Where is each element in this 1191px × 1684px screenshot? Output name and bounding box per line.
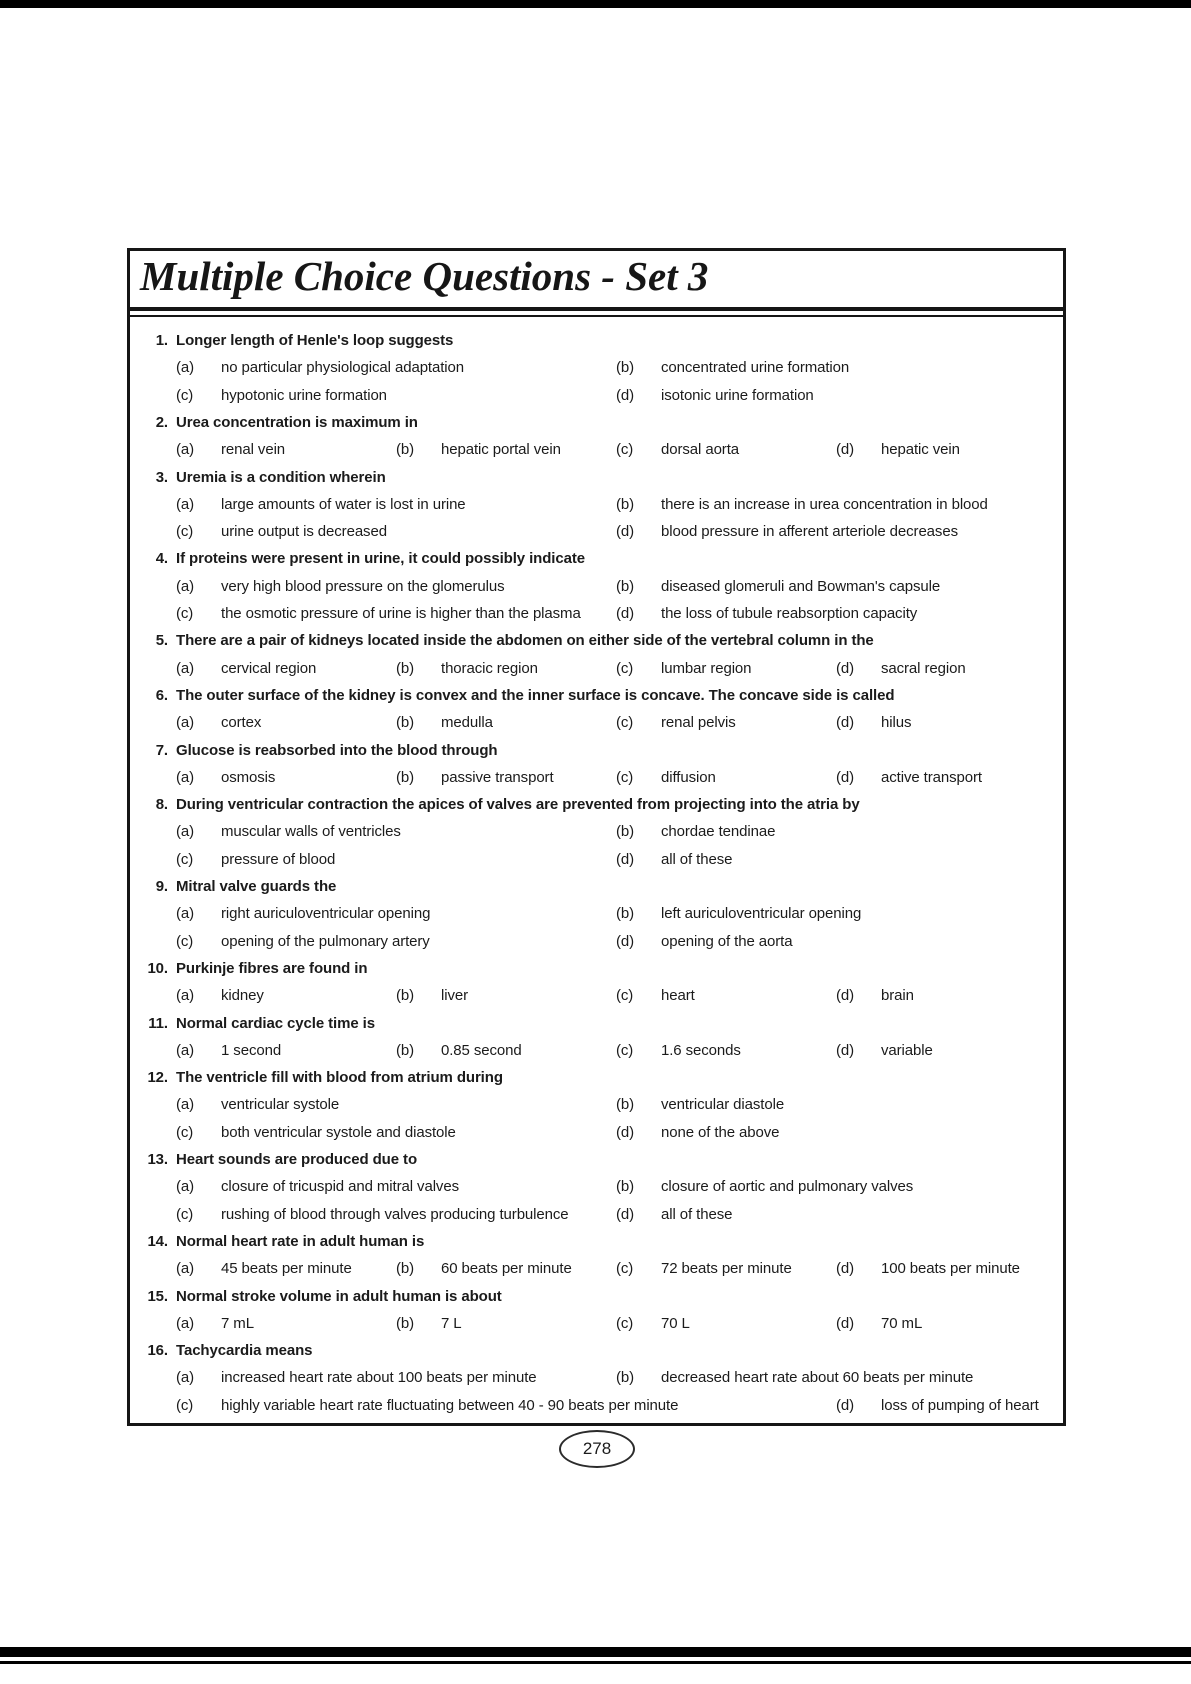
question-text: Urea concentration is maximum in <box>176 414 418 431</box>
option-text: 70 L <box>661 1315 690 1332</box>
question-row <box>130 382 1063 409</box>
option-text: 60 beats per minute <box>441 1260 572 1277</box>
option-letter: (b) <box>616 578 635 595</box>
option-letter: (b) <box>616 496 635 513</box>
option-letter: (c) <box>176 1206 194 1223</box>
option-text: both ventricular systole and diastole <box>221 1124 456 1141</box>
option-text: chordae tendinae <box>661 823 776 840</box>
option-letter: (c) <box>176 933 194 950</box>
option-text: concentrated urine formation <box>661 359 850 376</box>
question-row <box>130 818 1063 845</box>
page-number-badge <box>559 1430 635 1468</box>
option-letter: (d) <box>616 605 635 622</box>
option-letter: (c) <box>616 714 634 731</box>
title-divider-thin <box>130 315 1063 317</box>
option-text: cervical region <box>221 660 317 677</box>
question-number: 2. <box>155 414 168 431</box>
question-row <box>130 354 1063 381</box>
option-letter: (b) <box>616 1369 635 1386</box>
question-row <box>130 1173 1063 1200</box>
question-row <box>130 737 1063 764</box>
question-row <box>130 464 1063 491</box>
option-text: cortex <box>221 714 262 731</box>
question-text: Normal stroke volume in adult human is about <box>176 1288 502 1305</box>
question-number: 15. <box>147 1288 168 1305</box>
option-letter: (b) <box>616 905 635 922</box>
option-text: hilus <box>881 714 912 731</box>
option-text: diffusion <box>661 769 716 786</box>
question-text: If proteins were present in urine, it could possibly indicate <box>176 550 585 567</box>
option-text: pressure of blood <box>221 851 336 868</box>
option-text: very high blood pressure on the glomerulus <box>221 578 505 595</box>
option-text: brain <box>881 987 914 1004</box>
option-text: decreased heart rate about 60 beats per minute <box>661 1369 974 1386</box>
question-row <box>130 1337 1063 1364</box>
option-text: urine output is decreased <box>221 523 387 540</box>
option-letter: (c) <box>176 1124 194 1141</box>
question-text: Normal cardiac cycle time is <box>176 1015 375 1032</box>
option-text: 100 beats per minute <box>881 1260 1020 1277</box>
option-letter: (c) <box>176 851 194 868</box>
option-letter: (c) <box>616 1042 634 1059</box>
question-row <box>130 1091 1063 1118</box>
question-text: Glucose is reabsorbed into the blood through <box>176 742 498 759</box>
option-letter: (d) <box>616 1124 635 1141</box>
question-row <box>130 928 1063 955</box>
option-letter: (c) <box>616 441 634 458</box>
option-text: increased heart rate about 100 beats per minute <box>221 1369 537 1386</box>
option-text: there is an increase in urea concentration in blood <box>661 496 988 513</box>
option-text: kidney <box>221 987 264 1004</box>
option-letter: (a) <box>176 441 195 458</box>
option-text: none of the above <box>661 1124 780 1141</box>
question-number: 11. <box>148 1015 168 1032</box>
option-text: blood pressure in afferent arteriole decreases <box>661 523 958 540</box>
questions-list <box>130 327 1063 1423</box>
question-row <box>130 627 1063 654</box>
question-row <box>130 436 1063 463</box>
option-text: closure of aortic and pulmonary valves <box>661 1178 914 1195</box>
option-letter: (a) <box>176 660 195 677</box>
option-text: hepatic portal vein <box>441 441 561 458</box>
question-text: The outer surface of the kidney is convex and the inner surface is concave. The concave side is called <box>176 687 895 704</box>
question-row <box>130 1392 1063 1419</box>
option-text: active transport <box>881 769 982 786</box>
option-letter: (b) <box>396 769 415 786</box>
option-letter: (b) <box>396 987 415 1004</box>
option-text: ventricular systole <box>221 1096 340 1113</box>
option-text: opening of the aorta <box>661 933 793 950</box>
option-letter: (a) <box>176 714 195 731</box>
option-letter: (b) <box>396 1260 415 1277</box>
question-number: 16. <box>147 1342 168 1359</box>
option-letter: (c) <box>616 660 634 677</box>
option-text: lumbar region <box>661 660 752 677</box>
option-text: closure of tricuspid and mitral valves <box>221 1178 459 1195</box>
option-letter: (c) <box>616 987 634 1004</box>
option-letter: (d) <box>836 1397 855 1414</box>
top-page-rule <box>0 0 1191 8</box>
question-row <box>130 1201 1063 1228</box>
option-text: rushing of blood through valves producing turbulence <box>221 1206 569 1223</box>
option-letter: (a) <box>176 496 195 513</box>
question-row <box>130 491 1063 518</box>
option-letter: (d) <box>616 1206 635 1223</box>
option-letter: (d) <box>836 1260 855 1277</box>
option-letter: (c) <box>616 769 634 786</box>
option-text: 7 mL <box>221 1315 254 1332</box>
question-number: 6. <box>155 687 168 704</box>
option-text: all of these <box>661 851 733 868</box>
question-number: 13. <box>147 1151 168 1168</box>
option-letter: (b) <box>616 1178 635 1195</box>
option-text: muscular walls of ventricles <box>221 823 401 840</box>
question-row <box>130 1310 1063 1337</box>
option-text: sacral region <box>881 660 966 677</box>
question-row <box>130 764 1063 791</box>
question-row <box>130 600 1063 627</box>
option-text: left auriculoventricular opening <box>661 905 862 922</box>
question-number: 14. <box>147 1233 168 1250</box>
option-text: hypotonic urine formation <box>221 387 387 404</box>
question-text: Purkinje fibres are found in <box>176 960 368 977</box>
question-row <box>130 1064 1063 1091</box>
option-text: passive transport <box>441 769 554 786</box>
option-letter: (a) <box>176 359 195 376</box>
option-text: 1 second <box>221 1042 282 1059</box>
option-letter: (b) <box>616 1096 635 1113</box>
question-text: Tachycardia means <box>176 1342 313 1359</box>
option-letter: (b) <box>396 1315 415 1332</box>
option-letter: (d) <box>836 660 855 677</box>
option-letter: (c) <box>176 605 194 622</box>
question-text: The ventricle fill with blood from atrium during <box>176 1069 503 1086</box>
question-row <box>130 1364 1063 1391</box>
question-text: Normal heart rate in adult human is <box>176 1233 425 1250</box>
question-row <box>130 518 1063 545</box>
option-text: loss of pumping of heart <box>881 1397 1039 1414</box>
question-row <box>130 327 1063 354</box>
option-letter: (a) <box>176 1178 195 1195</box>
question-text: Heart sounds are produced due to <box>176 1151 418 1168</box>
question-row <box>130 1119 1063 1146</box>
option-letter: (c) <box>616 1315 634 1332</box>
question-number: 4. <box>155 550 168 567</box>
question-row <box>130 1010 1063 1037</box>
option-text: right auriculoventricular opening <box>221 905 431 922</box>
option-letter: (a) <box>176 1369 195 1386</box>
option-letter: (d) <box>836 1042 855 1059</box>
page-number: 278 <box>582 1439 612 1458</box>
option-letter: (d) <box>836 987 855 1004</box>
option-text: no particular physiological adaptation <box>221 359 465 376</box>
page-title: Multiple Choice Questions - Set 3 <box>140 253 709 299</box>
question-number: 8. <box>155 796 168 813</box>
question-row <box>130 1228 1063 1255</box>
option-letter: (a) <box>176 1042 195 1059</box>
option-letter: (d) <box>836 1315 855 1332</box>
question-row <box>130 955 1063 982</box>
question-row <box>130 1283 1063 1310</box>
option-text: diseased glomeruli and Bowman's capsule <box>661 578 941 595</box>
bottom-page-rule-thin <box>0 1661 1191 1664</box>
option-letter: (d) <box>616 933 635 950</box>
option-text: 1.6 seconds <box>661 1042 741 1059</box>
option-text: 72 beats per minute <box>661 1260 792 1277</box>
option-letter: (d) <box>616 851 635 868</box>
option-letter: (d) <box>836 769 855 786</box>
question-row <box>130 409 1063 436</box>
option-text: liver <box>441 987 469 1004</box>
question-row <box>130 791 1063 818</box>
option-text: 45 beats per minute <box>221 1260 352 1277</box>
option-letter: (d) <box>836 714 855 731</box>
option-text: thoracic region <box>441 660 538 677</box>
question-number: 1. <box>155 332 168 349</box>
question-row <box>130 1037 1063 1064</box>
question-number: 12. <box>147 1069 168 1086</box>
question-text: During ventricular contraction the apices of valves are prevented from projecting into the atria by <box>176 796 860 813</box>
option-text: ventricular diastole <box>661 1096 785 1113</box>
option-letter: (a) <box>176 1315 195 1332</box>
question-row <box>130 873 1063 900</box>
option-text: 70 mL <box>881 1315 923 1332</box>
question-number: 3. <box>155 469 168 486</box>
option-letter: (a) <box>176 823 195 840</box>
option-text: isotonic urine formation <box>661 387 814 404</box>
option-letter: (a) <box>176 1096 195 1113</box>
question-text: Uremia is a condition wherein <box>176 469 386 486</box>
option-letter: (a) <box>176 987 195 1004</box>
question-row <box>130 655 1063 682</box>
option-text: large amounts of water is lost in urine <box>221 496 466 513</box>
option-letter: (a) <box>176 905 195 922</box>
option-letter: (b) <box>396 660 415 677</box>
question-row <box>130 709 1063 736</box>
question-number: 9. <box>155 878 168 895</box>
question-number: 7. <box>155 742 168 759</box>
option-text: dorsal aorta <box>661 441 740 458</box>
option-text: variable <box>881 1042 933 1059</box>
option-letter: (a) <box>176 1260 195 1277</box>
question-text: Longer length of Henle's loop suggests <box>176 332 454 349</box>
option-letter: (c) <box>616 1260 634 1277</box>
option-text: highly variable heart rate fluctuating between 40 - 90 beats per minute <box>221 1397 679 1414</box>
option-letter: (b) <box>396 441 415 458</box>
question-number: 10. <box>147 960 168 977</box>
option-letter: (b) <box>396 1042 415 1059</box>
option-letter: (c) <box>176 1397 194 1414</box>
option-text: heart <box>661 987 695 1004</box>
option-text: 7 L <box>441 1315 462 1332</box>
option-text: all of these <box>661 1206 733 1223</box>
question-number: 5. <box>155 632 168 649</box>
option-letter: (b) <box>396 714 415 731</box>
question-row <box>130 900 1063 927</box>
option-text: the loss of tubule reabsorption capacity <box>661 605 918 622</box>
question-row <box>130 682 1063 709</box>
question-row <box>130 1255 1063 1282</box>
question-text: Mitral valve guards the <box>176 878 337 895</box>
option-letter: (d) <box>616 523 635 540</box>
option-letter: (b) <box>616 823 635 840</box>
option-text: osmosis <box>221 769 276 786</box>
bottom-page-rule-thick <box>0 1647 1191 1657</box>
option-letter: (a) <box>176 769 195 786</box>
question-set-box <box>127 248 1066 1426</box>
option-letter: (a) <box>176 578 195 595</box>
option-text: the osmotic pressure of urine is higher than the plasma <box>221 605 581 622</box>
option-text: renal vein <box>221 441 286 458</box>
option-text: medulla <box>441 714 493 731</box>
option-text: opening of the pulmonary artery <box>221 933 430 950</box>
option-text: hepatic vein <box>881 441 960 458</box>
question-row <box>130 573 1063 600</box>
question-row <box>130 982 1063 1009</box>
option-letter: (c) <box>176 523 194 540</box>
option-letter: (d) <box>836 441 855 458</box>
option-text: renal pelvis <box>661 714 736 731</box>
title-divider-thick <box>130 307 1063 311</box>
option-letter: (b) <box>616 359 635 376</box>
option-text: 0.85 second <box>441 1042 522 1059</box>
question-text: There are a pair of kidneys located inside the abdomen on either side of the vertebral column in the <box>176 632 874 649</box>
question-row <box>130 1146 1063 1173</box>
option-letter: (c) <box>176 387 194 404</box>
question-row <box>130 846 1063 873</box>
option-letter: (d) <box>616 387 635 404</box>
question-row <box>130 545 1063 572</box>
